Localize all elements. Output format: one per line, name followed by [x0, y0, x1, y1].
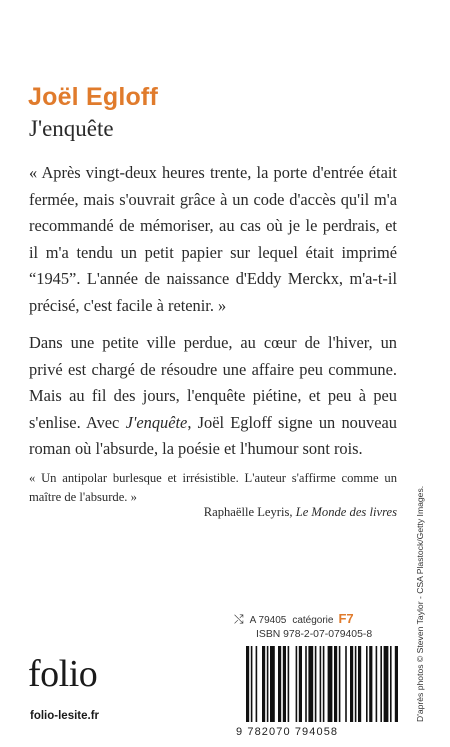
barcode-bar [283, 646, 286, 722]
book-summary [29, 330, 397, 463]
barcode-bar [369, 646, 372, 722]
barcode-bar [278, 646, 281, 722]
folio-logo: folio [28, 653, 98, 695]
catalog-line [234, 612, 354, 628]
press-review-quote: « Un antipolar burlesque et irrésistible. L'auteur s'affirme comme un maître de l'absurde. » [29, 471, 397, 504]
barcode-bar [384, 646, 389, 722]
book-title: J'enquête [29, 116, 114, 141]
barcode-bar [288, 646, 290, 722]
barcode [236, 646, 404, 736]
barcode-bar [320, 646, 322, 722]
barcode-bar [323, 646, 325, 722]
barcode-bar [345, 646, 347, 722]
barcode-bar [246, 646, 249, 722]
barcode-bar [395, 646, 398, 722]
press-review-attribution [204, 503, 397, 522]
barcode-bar [270, 646, 275, 722]
publisher-website: folio-lesite.fr [30, 710, 100, 722]
barcode-digits: 9 782070 794058 [236, 726, 339, 738]
barcode-bar [299, 646, 302, 722]
barcode-bar [380, 646, 382, 722]
barcode-bar [355, 646, 357, 722]
photo-credits-text: D'après photos © Steven Taylor - CSA Plastock/Getty Images. [415, 485, 425, 722]
barcode-bar [305, 646, 307, 722]
barcode-bar [339, 646, 341, 722]
barcode-bar [358, 646, 361, 722]
barcode-bar [366, 646, 368, 722]
barcode-bar [390, 646, 392, 722]
barcode-bar [308, 646, 313, 722]
catalog-number: A 79405 [249, 615, 287, 626]
barcode-bar [256, 646, 258, 722]
review-critic: Raphaëlle Leyris, [203, 505, 296, 519]
barcode-bar [262, 646, 265, 722]
barcode-bar [251, 646, 253, 722]
barcode-bar [334, 646, 337, 722]
summary-part-1: Dans une petite ville perdue, au cœur de l'hiver, un privé est chargé de résoudre une affaire peu commune. Mais au fil des jours, l'enquête piétine, et peu à peu s'enlise. Avec [29, 333, 397, 432]
gallimard-arrows-icon: ⤭ [234, 612, 244, 626]
author-name: Joël Egloff [28, 83, 158, 111]
review-publication: Le Monde des livres [295, 505, 397, 519]
isbn-number: ISBN 978-2-07-079405-8 [256, 629, 373, 640]
category-label: catégorie [292, 615, 334, 626]
excerpt-quote: « Après vingt-deux heures trente, la porte d'entrée était fermée, mais s'ouvrait grâce à un code d'accès qu'il m'a recommandé de mémoriser, au cas où je le perdrais, et il m'a tendu un petit papier sur lequel était imprimé “1945”. L'année de naissance d'Eddy Merckx, m'a-t-il précisé, c'est facile à retenir. » [29, 163, 397, 315]
barcode-bars [236, 646, 404, 726]
photo-credits [414, 485, 430, 722]
summary-part-2: , Joël Egloff signe un nouveau roman où l'absurde, la poésie et l'humour sont rois. [29, 412, 397, 458]
barcode-bar [376, 646, 378, 722]
barcode-bar [315, 646, 317, 722]
category-code: F7 [338, 611, 354, 626]
barcode-bar [350, 646, 353, 722]
barcode-bar [296, 646, 298, 722]
barcode-bar [267, 646, 269, 722]
summary-title-reference: J'enquête [125, 412, 188, 432]
barcode-bar [328, 646, 333, 722]
